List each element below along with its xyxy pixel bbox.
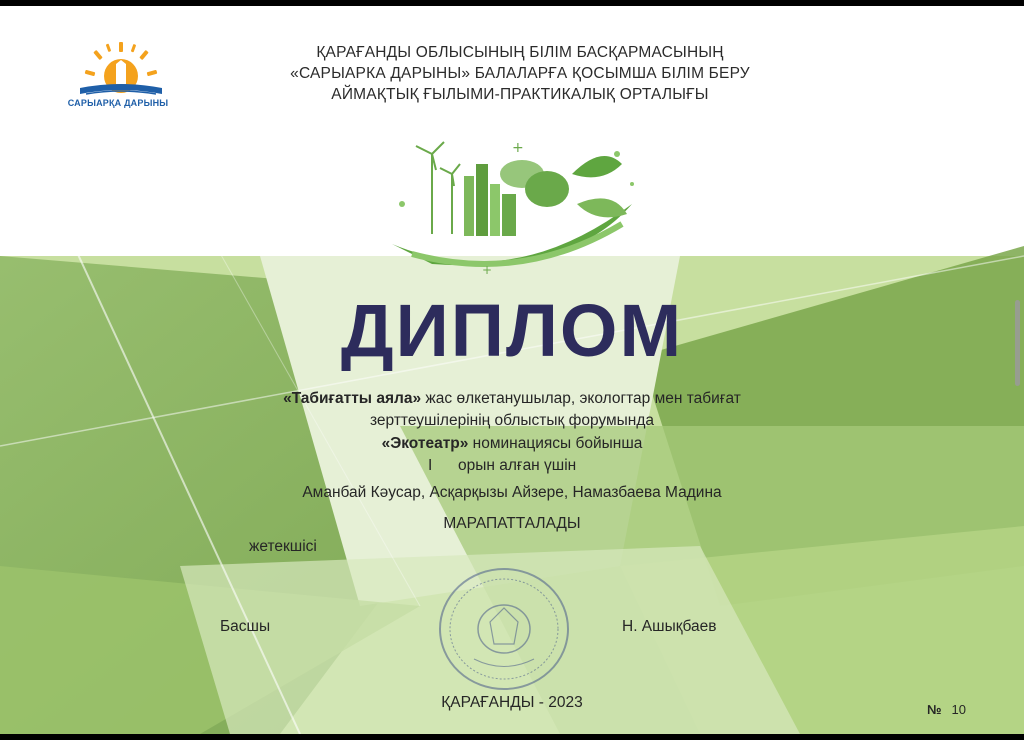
body-line-3 xyxy=(160,435,864,453)
city-year: ҚАРАҒАНДЫ - 2023 xyxy=(441,694,583,711)
svg-text:+: + xyxy=(482,263,493,277)
nomination-name: «Экотеатр» xyxy=(381,435,469,452)
header-line-3: АЙМАҚТЫҚ ҒЫЛЫМИ-ПРАКТИКАЛЫҚ ОРТАЛЫҒЫ xyxy=(331,86,709,103)
eco-city-emblem-icon xyxy=(372,134,662,284)
logo-caption: САРЫАРҚА ДАРЫНЫ xyxy=(67,98,169,108)
diploma-page xyxy=(0,6,1024,734)
supervisor-label: жетекшісі xyxy=(249,538,317,555)
body-line-2: зерттеушілерінің облыстық форумында xyxy=(369,412,654,429)
awarded-text: МАРАПАТТАЛАДЫ xyxy=(443,515,581,532)
place-number: I xyxy=(428,457,433,474)
head-label: Басшы xyxy=(220,618,271,635)
official-seal-icon xyxy=(434,564,574,694)
header-line-2: «САРЫАРКА ДАРЫНЫ» БАЛАЛАРҒА ҚОСЫМША БІЛІМ БЕРУ xyxy=(290,65,750,82)
diploma-number xyxy=(927,702,966,717)
header-line-1: ҚАРАҒАНДЫ ОБЛЫСЫНЫҢ БІЛІМ БАСҚАРМАСЫНЫҢ xyxy=(316,44,724,61)
body-line-1 xyxy=(160,390,864,408)
place-text: орын алған үшін xyxy=(458,457,577,474)
diploma-title: ДИПЛОМ xyxy=(340,289,684,372)
body-line-3-text: номинациясы бойынша xyxy=(468,435,643,452)
body-line-1-text: жас өлкетанушылар, экологтар мен табиғат xyxy=(421,390,741,407)
number-value: 10 xyxy=(951,702,966,717)
issuer-header xyxy=(200,42,840,105)
recipients: Аманбай Кәусар, Асқарқызы Айзере, Намазбаева Мадина xyxy=(302,484,722,501)
head-name: Н. Ашықбаев xyxy=(622,618,717,635)
svg-text:+: + xyxy=(512,140,524,156)
number-label: № xyxy=(927,702,942,717)
forum-name: «Табиғатты аяла» xyxy=(283,390,422,407)
